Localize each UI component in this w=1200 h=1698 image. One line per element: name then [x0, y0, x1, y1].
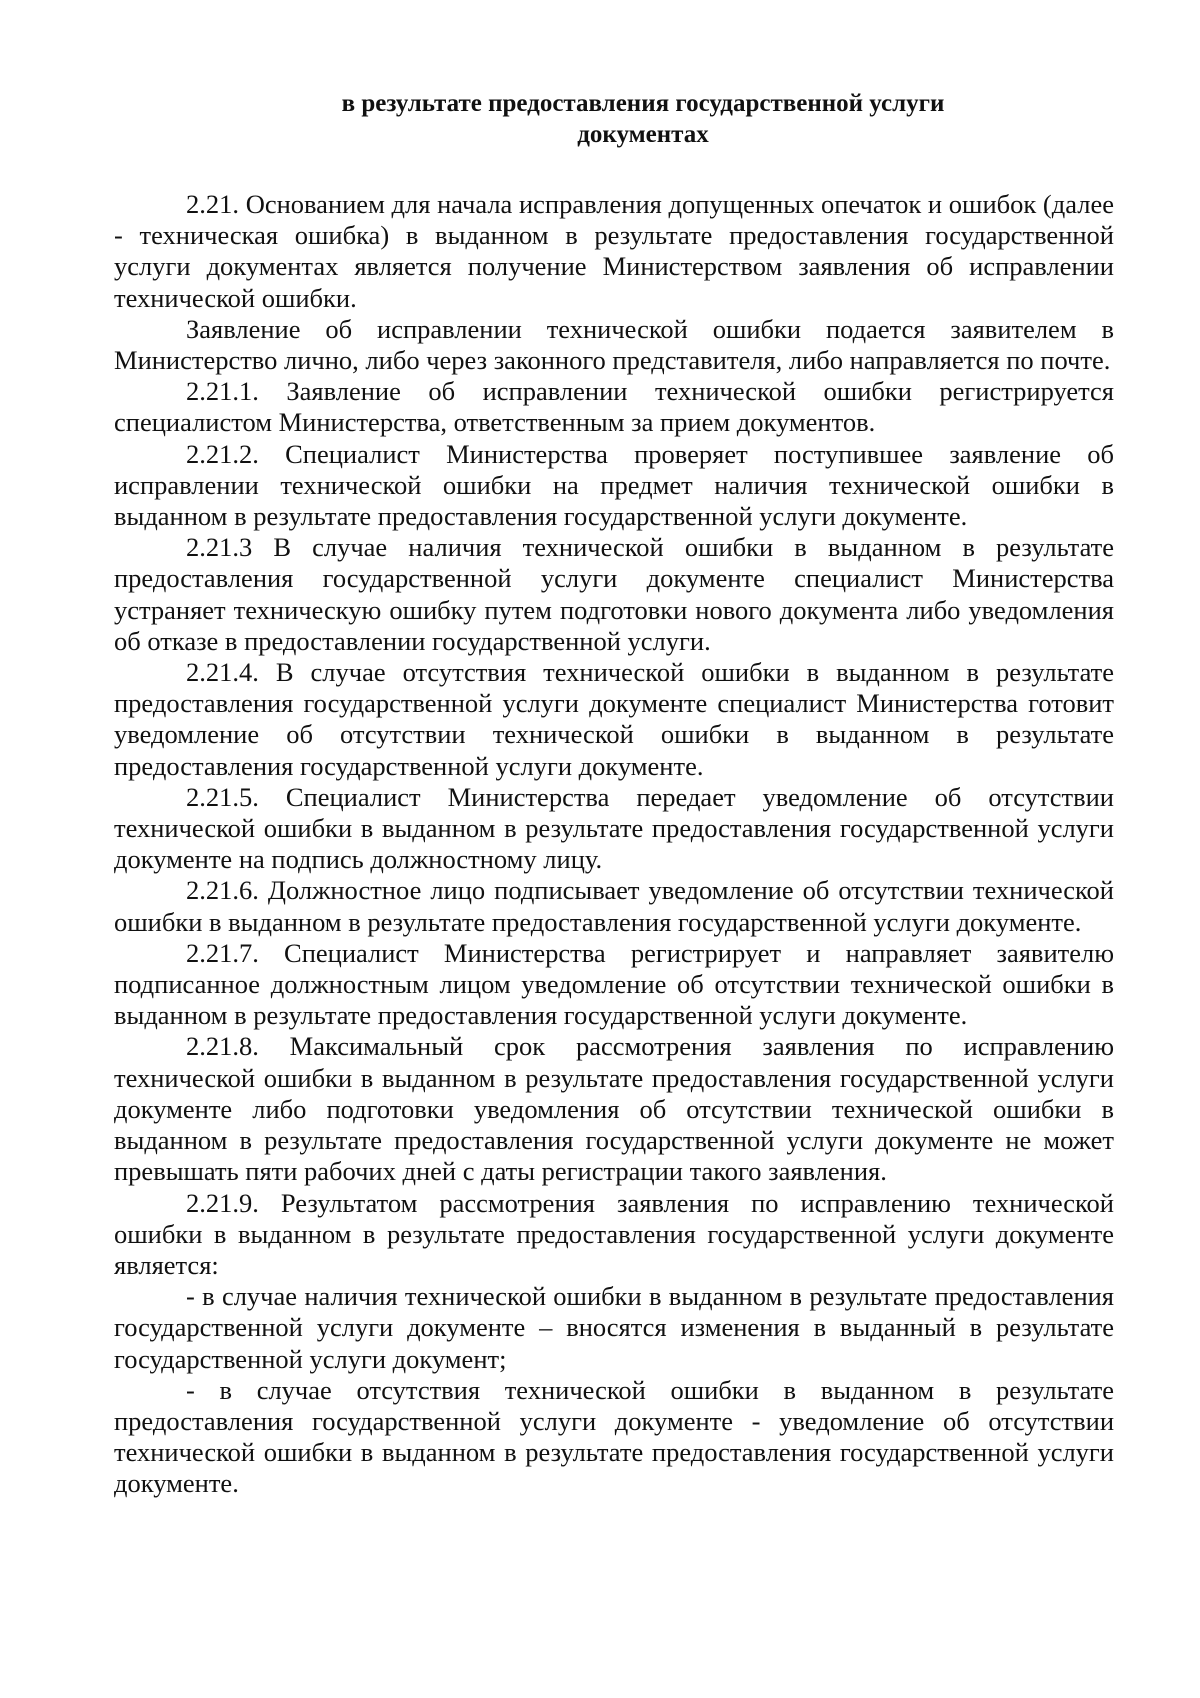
list-item-error-absent: - в случае отсутствия технической ошибки в выданном в результате предоставления государственной услуги документе - уведомление об отсутствии технической ошибки в выданном в результате предоставления государственной услуги документе.	[114, 1374, 1114, 1499]
paragraph-2-21-5: 2.21.5. Специалист Министерства передает уведомление об отсутствии технической ошибки в выданном в результате предоставления государственной услуги документе на подпись должностному лицу.	[114, 781, 1114, 875]
section-heading	[114, 88, 1114, 150]
list-item-error-present: - в случае наличия технической ошибки в выданном в результате предоставления государственной услуги документе – вносятся изменения в выданный в результате государственной услуги документ;	[114, 1281, 1114, 1374]
paragraph-2-21-3: 2.21.3 В случае наличия технической ошибки в выданном в результате предоставления государственной услуги документе специалист Министерства устраняет техническую ошибку путем подготовки нового документа либо уведомления об отказе в предоставлении государственной услуги.	[114, 532, 1114, 656]
heading-line-1: в результате предоставления государственной услуги	[341, 90, 945, 117]
paragraph-2-21: 2.21. Основанием для начала исправления допущенных опечаток и ошибок (далее - техническая ошибка) в выданном в результате предоставления государственной услуги документах является получение Министерством заявления об исправлении технической ошибки.	[114, 189, 1114, 313]
paragraph-2-21-4: 2.21.4. В случае отсутствия технической ошибки в выданном в результате предоставления государственной услуги документе специалист Министерства готовит уведомление об отсутствии технической ошибки в выданном в результате предоставления государственной услуги документе.	[114, 657, 1114, 781]
paragraph-2-21-8: 2.21.8. Максимальный срок рассмотрения заявления по исправлению технической ошибки в выданном в результате предоставления государственной услуги документе либо подготовки уведомления об отсутствии технической ошибки в выданном в результате предоставления государственной услуги документе не может превышать пяти рабочих дней с даты регистрации такого заявления.	[114, 1031, 1114, 1187]
paragraph-application: Заявление об исправлении технической ошибки подается заявителем в Министерство лично, либо через законного представителя, либо направляется по почте.	[114, 313, 1114, 376]
paragraph-2-21-9: 2.21.9. Результатом рассмотрения заявления по исправлению технической ошибки в выданном в результате предоставления государственной услуги документе является:	[114, 1187, 1114, 1280]
paragraph-2-21-6: 2.21.6. Должностное лицо подписывает уведомление об отсутствии технической ошибки в выданном в результате предоставления государственной услуги документе.	[114, 875, 1114, 937]
paragraph-2-21-1: 2.21.1. Заявление об исправлении технической ошибки регистрируется специалистом Министерства, ответственным за прием документов.	[114, 376, 1114, 438]
document-body	[114, 189, 1114, 1500]
heading-line-2: документах	[577, 121, 709, 148]
paragraph-2-21-7: 2.21.7. Специалист Министерства регистрирует и направляет заявителю подписанное должностным лицом уведомление об отсутствии технической ошибки в выданном в результате предоставления государственной услуги документе.	[114, 937, 1114, 1031]
paragraph-2-21-2: 2.21.2. Специалист Министерства проверяет поступившее заявление об исправлении технической ошибки на предмет наличия технической ошибки в выданном в результате предоставления государственной услуги документе.	[114, 438, 1114, 532]
